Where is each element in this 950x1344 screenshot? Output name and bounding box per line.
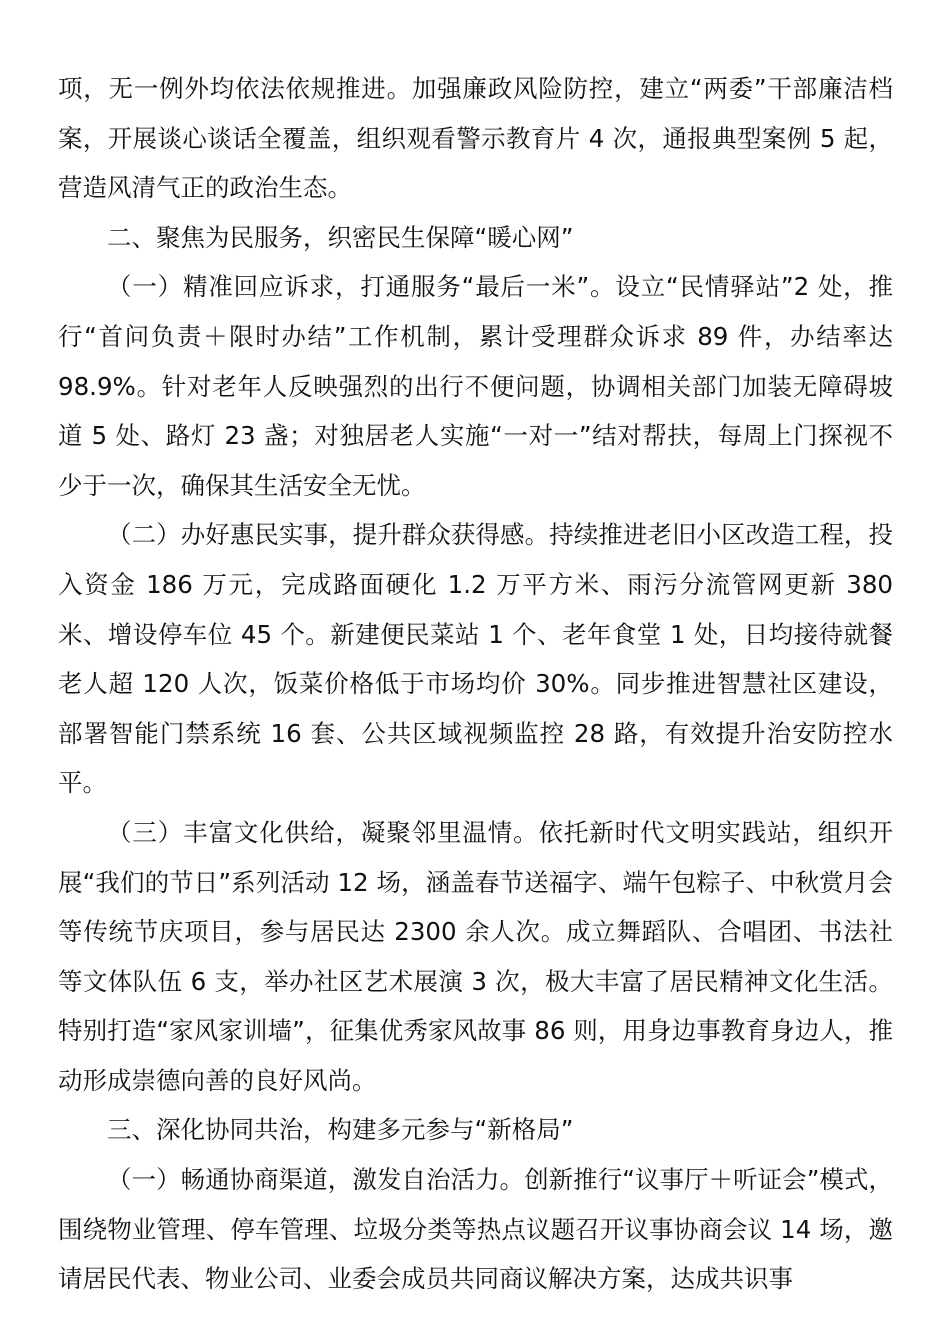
document-page [58, 64, 893, 1304]
paragraph-2-1: （一）精准回应诉求，打通服务“最后一米”。设立“民情驿站”2 处，推行“首问负责＋限时办结”工作机制，累计受理群众诉求 89 件，办结率达 98.9%。针对老年人反映强烈的出行不便问题，协调相关部门加装无障碍坡道 5 处、路灯 23 盏；对独居老人实施“一对一”结对帮扶，每周上门探视不少于一次，确保其生活安全无忧。 [58, 272, 893, 500]
paragraph-2-2: （二）办好惠民实事，提升群众获得感。持续推进老旧小区改造工程，投入资金 186 万元，完成路面硬化 1.2 万平方米、雨污分流管网更新 380 米、增设停车位 45 个。新建便民菜站 1 个、老年食堂 1 处，日均接待就餐老人超 120 人次，饭菜价格低于市场均价 30%。同步推进智慧社区建设，部署智能门禁系统 16 套、公共区域视频监控 28 路，有效提升治安防控水平。 [58, 520, 893, 798]
section-heading-3: 三、深化协同共治，构建多元参与“新格局” [107, 1115, 574, 1145]
paragraph-continuation: 项，无一例外均依法依规推进。加强廉政风险防控，建立“两委”干部廉洁档案，开展谈心谈话全覆盖，组织观看警示教育片 4 次，通报典型案例 5 起，营造风清气正的政治生态。 [58, 74, 893, 203]
paragraph-2-3: （三）丰富文化供给，凝聚邻里温情。依托新时代文明实践站，组织开展“我们的节日”系列活动 12 场，涵盖春节送福字、端午包粽子、中秋赏月会等传统节庆项目，参与居民达 2300 余人次。成立舞蹈队、合唱团、书法社等文体队伍 6 支，举办社区艺术展演 3 次，极大丰富了居民精神文化生活。特别打造“家风家训墙”，征集优秀家风故事 86 则，用身边事教育身边人，推动形成崇德向善的良好风尚。 [58, 817, 893, 1095]
paragraph-3-1: （一）畅通协商渠道，激发自治活力。创新推行“议事厅＋听证会”模式，围绕物业管理、停车管理、垃圾分类等热点议题召开议事协商会议 14 场，邀请居民代表、物业公司、业委会成员共同商议解决方案，达成共识事 [58, 1165, 893, 1294]
section-heading-2: 二、聚焦为民服务，织密民生保障“暖心网” [107, 222, 574, 252]
